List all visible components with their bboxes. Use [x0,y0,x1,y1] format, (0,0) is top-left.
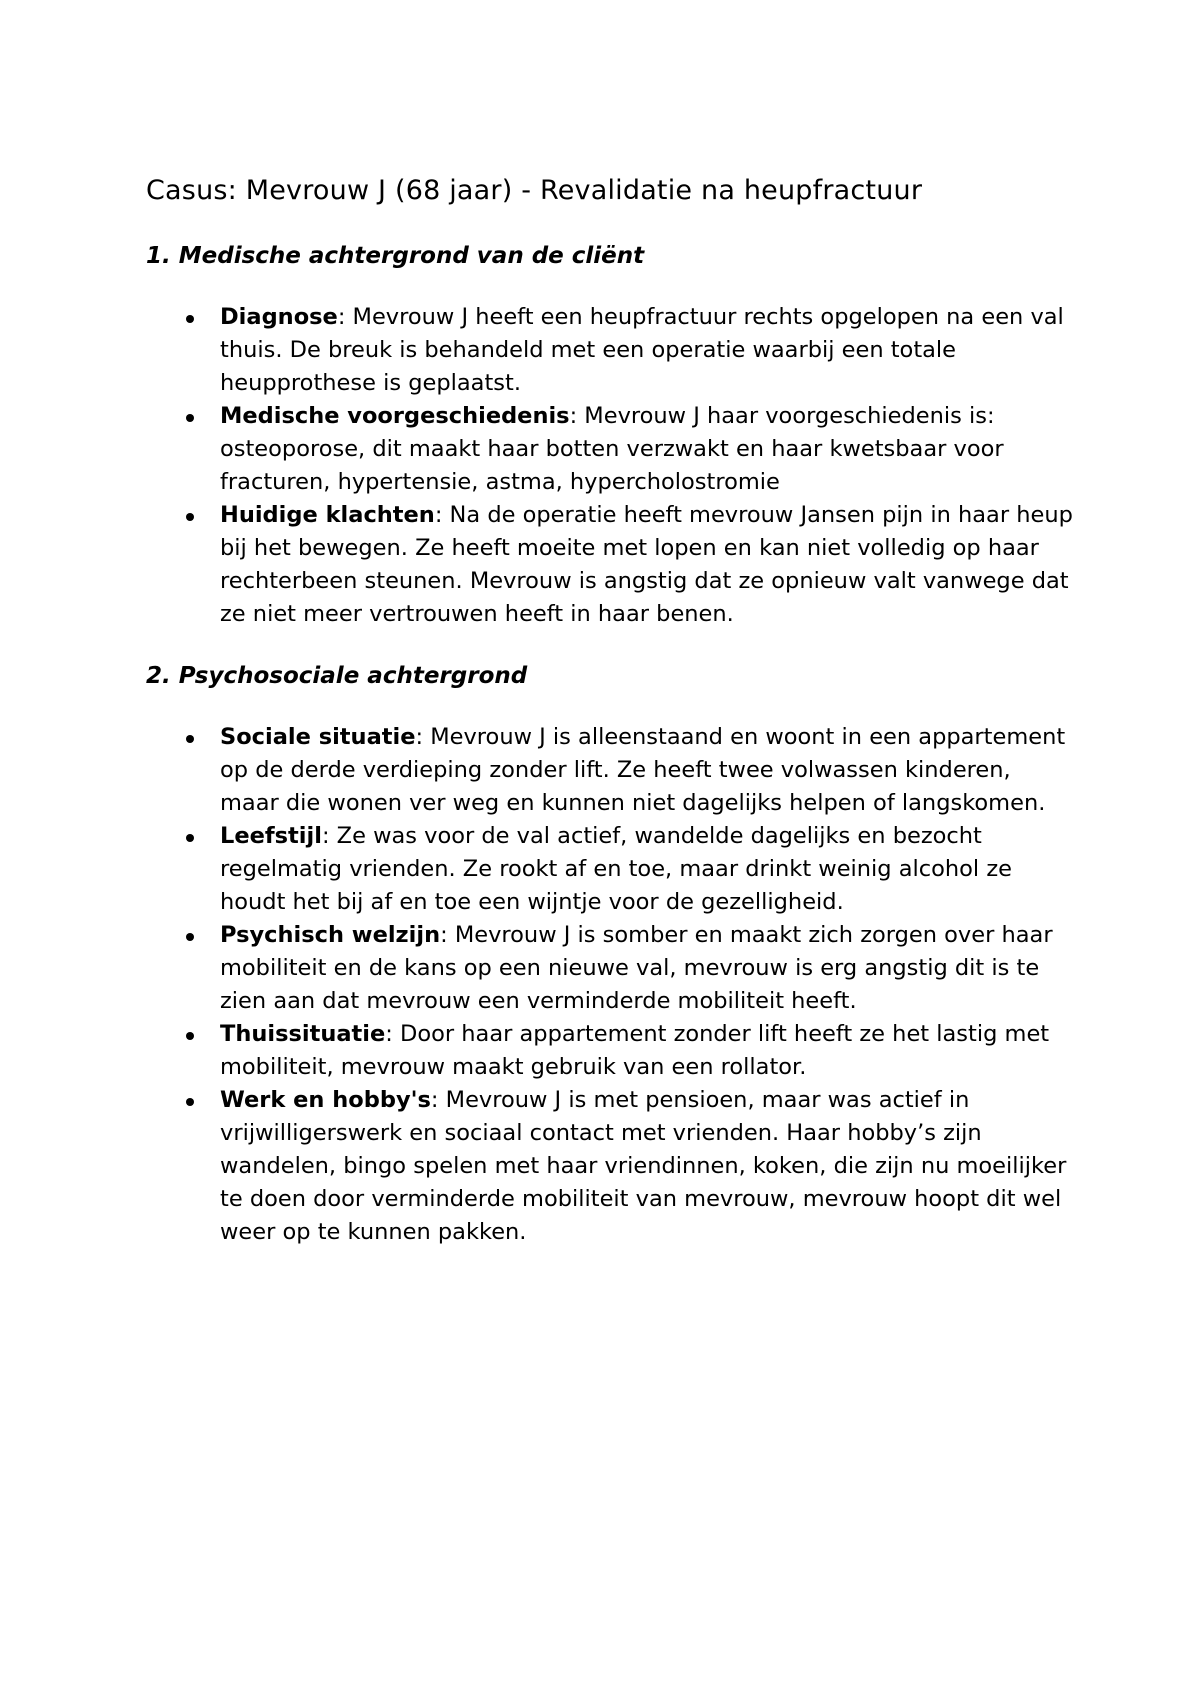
item-term: Leefstijl [220,823,322,849]
bullet-icon [186,513,194,521]
item-text: : Na de operatie heeft mevrouw Jansen pijn in haar heup bij het bewegen. Ze heeft moeite met lopen en kan niet volledig op haar rechterbeen steunen. Mevrouw is angstig dat ze opnieuw valt vanwege dat ze niet meer vertrouwen heeft in haar benen. [220,502,1073,627]
item-term: Psychisch welzijn [220,922,441,948]
bullet-icon [186,1032,194,1040]
item-text: : Ze was voor de val actief, wandelde dagelijks en bezocht regelmatig vrienden. Ze rookt af en toe, maar drinkt weinig alcohol ze houdt het bij af en toe een wijntje voor de gezelligheid. [220,823,1012,915]
bullet-icon [186,834,194,842]
bullet-icon [186,735,194,743]
bullet-icon [186,933,194,941]
bullet-icon [186,414,194,422]
list-item-medische-voorgeschiedenis [146,400,1076,499]
section-heading-psychosociale-achtergrond: 2. Psychosociale achtergrond [146,663,528,689]
list-item-diagnose [146,301,1076,400]
page-title: Casus: Mevrouw J (68 jaar) - Revalidatie na heupfractuur [146,175,923,206]
list-item-werk-en-hobbys [146,1084,1076,1249]
item-term: Huidige klachten [220,502,435,528]
section-heading-medische-achtergrond: 1. Medische achtergrond van de cliënt [146,243,645,269]
document-content [146,171,1076,1249]
bullet-icon [186,315,194,323]
item-text: : Mevrouw J is somber en maakt zich zorgen over haar mobiliteit en de kans op een nieuwe val, mevrouw is erg angstig dit is te zien aan dat mevrouw een verminderde mobiliteit heeft. [220,922,1053,1014]
item-text: : Mevrouw J is met pensioen, maar was actief in vrijwilligerswerk en sociaal contact met vrienden. Haar hobby’s zijn wandelen, bingo spelen met haar vriendinnen, koken, die zijn nu moeilijker te doen door verminderde mobiliteit van mevrouw, mevrouw hoopt dit wel weer op te kunnen pakken. [220,1087,1067,1245]
item-text: : Door haar appartement zonder lift heeft ze het lastig met mobiliteit, mevrouw maakt gebruik van een rollator. [220,1021,1050,1080]
item-text: : Mevrouw J is alleenstaand en woont in een appartement op de derde verdieping zonder lift. Ze heeft twee volwassen kinderen, maar die wonen ver weg en kunnen niet dagelijks helpen of langskomen. [220,724,1066,816]
item-term: Sociale situatie [220,724,416,750]
list-item-thuissituatie [146,1018,1076,1084]
item-text: : Mevrouw J haar voorgeschiedenis is: osteoporose, dit maakt haar botten verzwakt en haar kwetsbaar voor fracturen, hypertensie, astma, hypercholostromie [220,403,1004,495]
list-item-sociale-situatie [146,721,1076,820]
bullet-icon [186,1098,194,1106]
item-term: Werk en hobby's [220,1087,431,1113]
item-term: Diagnose [220,304,338,330]
item-term: Thuissituatie [220,1021,386,1047]
section-list-medische-achtergrond [146,301,1076,631]
item-term: Medische voorgeschiedenis [220,403,570,429]
list-item-huidige-klachten [146,499,1076,631]
list-item-leefstijl [146,820,1076,919]
item-text: : Mevrouw J heeft een heupfractuur rechts opgelopen na een val thuis. De breuk is behandeld met een operatie waarbij een totale heupprothese is geplaatst. [220,304,1064,396]
list-item-psychisch-welzijn [146,919,1076,1018]
section-list-psychosociale-achtergrond [146,721,1076,1249]
